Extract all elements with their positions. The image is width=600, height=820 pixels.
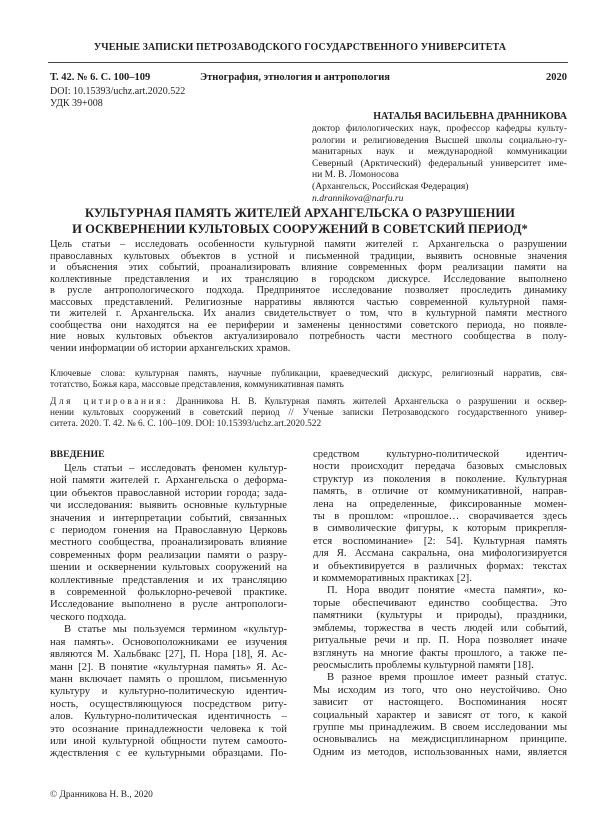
citation-text: нении культовых сооружений в советский период // Ученые записки Петрозаводского государственного универ- [50, 408, 567, 418]
copyright: © Дранникова Н. В., 2020 [50, 790, 153, 800]
body-text-line: лена на определенные, фиксированные момен- [313, 497, 567, 510]
body-text-line: алов. Культурно-политическая идентичность – [50, 710, 287, 723]
body-text-line: группе мы принадлежим. В своем исследовании мы [313, 720, 567, 733]
body-text-line: или иной культурной общности путем самоото- [50, 734, 287, 747]
body-text-line: в символические фигуры, к которым прикрепля- [313, 522, 567, 535]
affiliation-line: доктор филологических наук, профессор кафедры культу- [312, 123, 567, 134]
body-text-line: это осознание принадлежности человека к той [50, 722, 287, 735]
keywords [50, 369, 567, 391]
body-text-line: культуру и культурно-политическую идентич- [50, 685, 287, 698]
body-text-line: современных форм реализации памяти о разру- [50, 548, 287, 561]
body-text-line: чи исследования: выявить основные культурные [50, 499, 287, 512]
body-text-line: ты в прошлом: «прошлое… сворачивается здесь [313, 510, 567, 523]
body-text-line: местного сообщества, проанализировать влияние [50, 536, 287, 549]
body-text-line: Исследование выполнено в русле антропологи- [50, 598, 287, 611]
affiliation-line: (Архангельск, Российская Федерация) [312, 180, 469, 192]
body-text-line: взглянуть на многие факты прошлого, а также пе- [313, 646, 567, 659]
citation-text: ситета. 2020. Т. 42. № 6. С. 100–109. DOI: 10.15393/uchz.art.2020.522 [50, 419, 322, 429]
udk: УДК 39+008 [50, 98, 103, 109]
header-divider [48, 62, 568, 63]
body-text-line: социальный характер и зависят от того, к какой [313, 708, 567, 721]
body-text-line: П. Нора вводит понятие «места памяти», ко- [327, 584, 567, 597]
body-text-line: манн [2]. В понятие «культурная память» Я. Ас- [50, 660, 287, 673]
doi: DOI: 10.15393/uchz.art.2020.522 [50, 86, 186, 97]
year: 2020 [546, 72, 567, 83]
abstract-line: чении информации об истории архангельских храмов. [50, 342, 291, 354]
body-text-line: зависит от настоящего. Воспоминания носят [313, 696, 567, 709]
body-text-line: значения и интерпретации событий, связанных [50, 511, 287, 524]
body-text-line: с периодом гонения на Православную Церковь [50, 524, 287, 537]
left-column [50, 462, 287, 760]
abstract-line: православных культовых объектов в устной и письменной традиции, выявить основные значения [50, 250, 567, 262]
body-text-line: коллективные представления и их трансляцию [50, 573, 287, 586]
body-text-line: ная память». Основоположниками ее изучения [50, 635, 287, 648]
body-text-line: и коммеморативных практиках [2]. [313, 572, 472, 585]
body-text-line: ется воспоминание» [2: 54]. Культурная память [313, 534, 567, 547]
body-text-line: являются М. Хальбвакс [27], П. Нора [18], Я. Ас- [50, 648, 287, 661]
body-text-line: ции объектов православной истории города; зада- [50, 486, 287, 499]
abstract [50, 239, 567, 354]
abstract-line: ние новых культовых объектов актуализировало потребность части местного сообщества в полу- [50, 331, 567, 342]
body-text-line: шении и осквернении культовых сооружений на [50, 561, 287, 574]
body-text-line: и объективируется в различных формах: текстах [313, 559, 567, 572]
author-email[interactable]: n.drannikova@narfu.ru [312, 192, 404, 204]
affiliation-line: Северный (Арктический) федеральный университет име- [312, 157, 567, 169]
journal-title: УЧЕНЫЕ ЗАПИСКИ ПЕТРОЗАВОДСКОГО ГОСУДАРСТВЕННОГО УНИВЕРСИТЕТА [93, 42, 507, 53]
affiliation-line: манитарных наук и международной коммуникации [312, 146, 567, 158]
abstract-line: сообщества они находятся на ее периферии и заменены ценностями советского периода, но появле- [50, 319, 567, 331]
body-text-line: в современной фольклорно-речевой практике. [50, 586, 287, 599]
body-text-line: Цель статьи – исследовать феномен культур- [64, 462, 287, 474]
body-text-line: средством культурно-политической идентич- [313, 448, 567, 460]
body-text-line: В разное время прошлое имеет разный статус. [327, 671, 567, 684]
article-title-line: КУЛЬТУРНАЯ ПАМЯТЬ ЖИТЕЛЕЙ АРХАНГЕЛЬСКА О РАЗРУШЕНИИ [85, 206, 515, 220]
body-text-line: ждествления с ее культурными образцами. По- [50, 747, 287, 760]
section-heading-introduction: ВВЕДЕНИЕ [50, 449, 105, 460]
abstract-line: массовых представлений. Религиозные нарративы являются частью современной культурной памя- [50, 296, 567, 308]
body-text-line: В статье мы пользуемся термином «культур- [64, 623, 287, 636]
body-text-line: манн включает память о прошлом, письменную [50, 672, 287, 685]
author-name: НАТАЛЬЯ ВАСИЛЬЕВНА ДРАННИКОВА [373, 111, 567, 122]
body-text-line: Одним из методов, использованных нами, является [313, 745, 567, 758]
right-column [313, 448, 567, 758]
body-text-line: Мы исходим из того, что оно неустойчиво. Оно [313, 683, 567, 696]
body-text-line: структур из поколения в поколение. Культурная [313, 472, 567, 485]
abstract-line: Цель статьи – исследовать особенности культурной памяти жителей г. Архангельска о разрушении [50, 239, 567, 250]
body-text-line: память, в отличие от коммуникативной, направ- [313, 485, 567, 498]
body-text-line: ческого подхода. [50, 610, 127, 623]
body-text-line: ной памяти жителей г. Архангельска о деформа- [50, 474, 287, 487]
citation [50, 397, 567, 430]
keywords-line: Ключевые слова: культурная память, научные публикации, краеведческий дискурс, религиозный нарратив, свя- [50, 369, 567, 379]
abstract-line: в русле антропологического подхода. Предпринятое исследование позволяет проследить динамику [50, 285, 567, 296]
abstract-line: коллективные представления и их трансляцию в городском дискурсе. Исследование выполнено [50, 273, 567, 285]
volume-pages: Т. 42. № 6. С. 100–109 [50, 72, 151, 83]
section-name: Этнография, этнология и антропология [200, 72, 390, 83]
body-text-line: для Я. Ассмана сакральна, она мифологизируется [313, 547, 567, 560]
body-text-line: эмблемы, торжества в честь людей или событий, [313, 621, 567, 634]
body-text-line: ность, осуществляющуюся посредством риту- [50, 697, 287, 710]
affiliation-line: рологии и религиоведения Высшей школы социально-гу- [312, 134, 567, 146]
abstract-line: и объяснения этих событий, проанализировать влияние современных форм реализации памяти на [50, 262, 567, 273]
body-text-line: реосмыслить проблемы культурной памяти [18]. [313, 658, 534, 671]
citation-text: Дранникова Н. В. Культурная память жителей Архангельска о разрушении и осквер- [176, 397, 567, 407]
body-text-line: ритуальные речи и пр. П. Нора позволяет иначе [313, 634, 567, 647]
body-text-line: торые обеспечивают единство сообщества. Это [313, 596, 567, 609]
citation-label: Для цитирования: [50, 397, 169, 407]
affiliation-line: ни М. В. Ломоносова [312, 169, 399, 181]
body-text-line: ности происходит передача базовых смысловых [313, 460, 567, 473]
keywords-line: тотатство, Божья кара, массовые представления, коммуникативная память [50, 380, 344, 390]
author-affiliation [312, 123, 567, 204]
article-title-line: И ОСКВЕРНЕНИИ КУЛЬТОВЫХ СООРУЖЕНИЙ В СОВЕТСКИЙ ПЕРИОД* [72, 222, 528, 236]
abstract-line: ти жителей г. Архангельска. Их анализ свидетельствует о том, что в культурной памяти местного [50, 308, 567, 319]
body-text-line: основывались на междисциплинарном принципе. [313, 733, 567, 746]
body-text-line: памятники (культуры и природы), праздники, [313, 609, 567, 622]
article-title [0, 205, 600, 237]
